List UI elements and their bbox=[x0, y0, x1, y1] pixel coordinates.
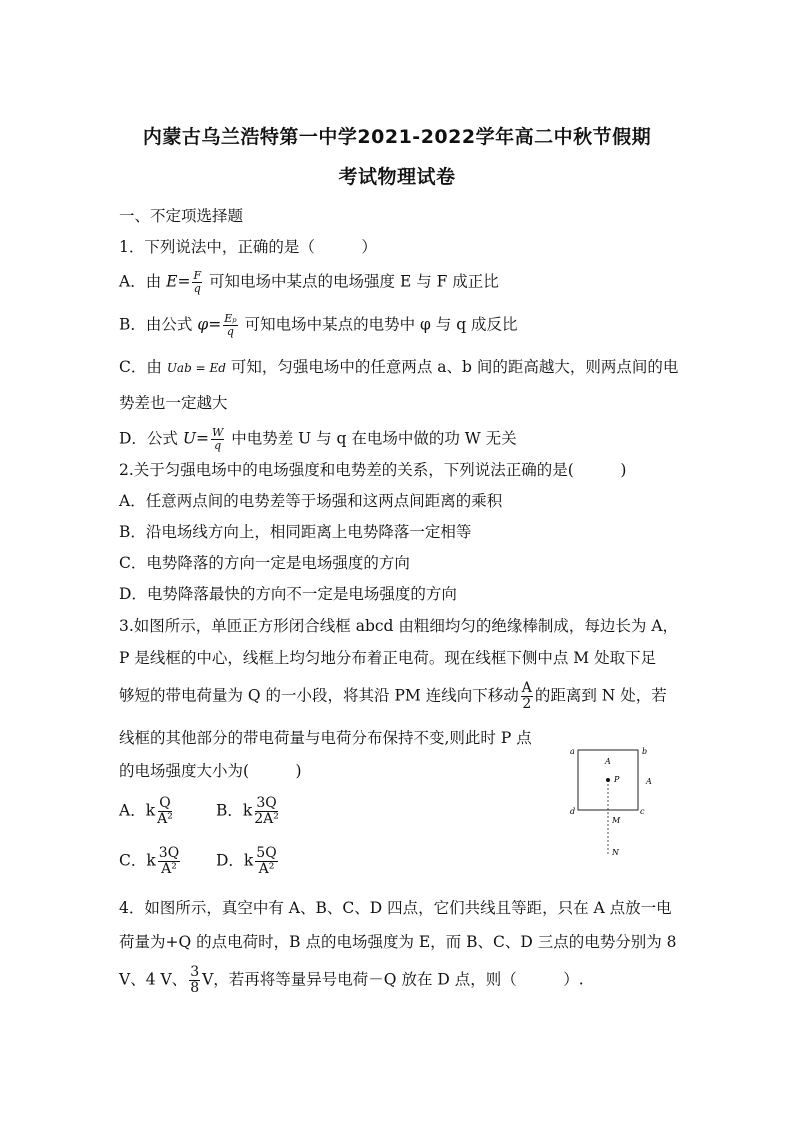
q1-stem: 1．下列说法中，正确的是（ ） bbox=[119, 238, 377, 256]
q1-option-a bbox=[119, 270, 499, 295]
q1-d-fraction bbox=[211, 427, 224, 452]
label-m: M bbox=[612, 816, 621, 825]
label-side-right: A bbox=[646, 777, 652, 786]
q4-line2: 荷量为+Q 的点电荷时，B 点的电场强度为 E，而 B、C、D 三点的电势分别为 8 bbox=[119, 933, 677, 951]
q1-a-fraction bbox=[192, 270, 202, 295]
q4-potential-fraction bbox=[189, 965, 200, 996]
q3-d-fraction bbox=[255, 846, 277, 877]
q1-a-den: q bbox=[193, 282, 201, 295]
q3-line2: P 是线框的中心，线框上均匀地分布着正电荷。现在线框下侧中点 M 处取下足 bbox=[119, 649, 657, 667]
q4-line3 bbox=[119, 965, 584, 996]
q3-line5: 的电场强度大小为( ) bbox=[119, 762, 302, 780]
q3-d-k: k bbox=[243, 851, 254, 870]
label-side-top: A bbox=[605, 757, 611, 766]
q3-c-den: A² bbox=[161, 861, 177, 877]
q3-b-fraction bbox=[254, 796, 279, 827]
section-heading: 一、不定项选择题 bbox=[119, 207, 244, 225]
q3-b-den: 2A² bbox=[254, 811, 279, 827]
q1-a-text: 可知电场中某点的电场强度 E 与 F 成正比 bbox=[209, 272, 499, 291]
q1-d-prefix: D．公式 bbox=[119, 429, 178, 448]
q1-c-prefix: C．由 bbox=[119, 358, 162, 376]
q3-line4: 线框的其他部分的带电荷量与电荷分布保持不变,则此时 P 点 bbox=[119, 729, 532, 747]
q1-d-text: 中电势差 U 与 q 在电场中做的功 W 无关 bbox=[231, 429, 517, 448]
q2-option-b: B．沿电场线方向上，相同距离上电势降落一定相等 bbox=[119, 523, 472, 541]
q3-a-k: k bbox=[145, 801, 156, 820]
q1-option-c-line2: 势差也一定越大 bbox=[119, 394, 228, 412]
q1-b-den: q bbox=[226, 325, 234, 338]
q3-options-row1 bbox=[119, 796, 281, 827]
q2-stem: 2.关于匀强电场中的电场强度和电势差的关系，下列说法正确的是( ) bbox=[119, 461, 627, 479]
q3-a-fraction bbox=[157, 796, 173, 827]
q1-b-num: Eₚ bbox=[224, 312, 237, 325]
q3-c-label: C． bbox=[119, 851, 147, 870]
label-c: c bbox=[640, 807, 645, 816]
q1-b-fraction bbox=[223, 313, 237, 338]
q3-d-label: D． bbox=[215, 851, 244, 870]
q3-half-side-fraction bbox=[521, 681, 533, 712]
q1-b-text: 可知电场中某点的电势中 φ 与 q 成反比 bbox=[244, 315, 518, 334]
q4-line3-pre: V、4 V、 bbox=[119, 970, 188, 989]
q4-line3-post: V，若再将等量异号电荷－Q 放在 D 点，则（ ）. bbox=[202, 970, 584, 989]
q3-c-k: k bbox=[146, 851, 156, 870]
label-a: a bbox=[570, 747, 575, 756]
q1-option-b bbox=[119, 313, 518, 338]
square-frame-figure bbox=[560, 745, 670, 865]
q1-d-den: q bbox=[214, 439, 222, 452]
q1-a-eq: E= bbox=[166, 272, 191, 291]
q3-a-den: A² bbox=[157, 811, 173, 827]
q3-line3 bbox=[119, 681, 667, 712]
q3-option-d bbox=[216, 846, 280, 877]
q1-d-eq: U= bbox=[182, 429, 209, 448]
q3-a-label: A． bbox=[119, 801, 146, 820]
q1-option-d bbox=[119, 427, 517, 452]
q4-frac-den: 8 bbox=[190, 980, 200, 996]
q3-c-num: 3Q bbox=[158, 845, 180, 861]
q3-options-row2 bbox=[119, 846, 280, 877]
q3-d-den: A² bbox=[258, 861, 275, 877]
q3-b-num: 3Q bbox=[256, 795, 277, 811]
q3-frac-den: 2 bbox=[522, 696, 532, 712]
q1-b-eq: φ= bbox=[197, 315, 222, 334]
point-p bbox=[606, 778, 610, 782]
q2-option-c: C．电势降落的方向一定是电场强度的方向 bbox=[119, 554, 410, 572]
label-p: P bbox=[614, 775, 620, 784]
q3-a-num: Q bbox=[159, 795, 171, 811]
label-n: N bbox=[612, 848, 619, 857]
q3-line3-post: 的距离到 N 处，若 bbox=[534, 686, 667, 705]
exam-title-line2: 考试物理试卷 bbox=[338, 166, 456, 188]
q1-c-text: 可知，匀强电场中的任意两点 a、b 间的距高越大，则两点间的电 bbox=[230, 358, 679, 376]
q3-line1: 3.如图所示，单匝正方形闭合线框 abcd 由粗细均匀的绝缘棒制成，每边长为 A， bbox=[119, 617, 679, 635]
q3-line3-pre: 够短的带电荷量为 Q 的一小段，将其沿 PM 连线向下移动 bbox=[119, 686, 519, 705]
q3-frac-num: A bbox=[521, 680, 532, 696]
q3-b-label: B． bbox=[215, 801, 243, 820]
label-b: b bbox=[642, 747, 648, 756]
q1-b-prefix: B．由公式 bbox=[119, 315, 193, 334]
q3-c-fraction bbox=[158, 846, 180, 877]
q3-option-c bbox=[119, 846, 211, 877]
q1-option-c-line1 bbox=[119, 356, 678, 379]
exam-title-line1: 内蒙古乌兰浩特第一中学2021-2022学年高二中秋节假期 bbox=[142, 126, 652, 148]
q1-a-num: F bbox=[193, 269, 202, 282]
q1-a-prefix: A．由 bbox=[119, 272, 162, 291]
q2-option-d: D．电势降落最快的方向不一定是电场强度的方向 bbox=[119, 585, 457, 603]
q4-frac-num: 3 bbox=[190, 964, 200, 980]
q3-b-k: k bbox=[242, 801, 253, 820]
q1-d-num: W bbox=[211, 426, 224, 439]
q4-line1: 4．如图所示，真空中有 A、B、C、D 四点，它们共线且等距，只在 A 点放一电 bbox=[119, 899, 672, 917]
q3-option-a bbox=[119, 796, 211, 827]
q3-option-b bbox=[216, 796, 281, 827]
q2-option-a: A．任意两点间的电势差等于场强和这两点间距离的乘积 bbox=[119, 492, 503, 510]
q1-c-eq: Uab = Ed bbox=[166, 361, 226, 375]
label-d: d bbox=[570, 807, 576, 816]
q3-d-num: 5Q bbox=[256, 845, 277, 861]
